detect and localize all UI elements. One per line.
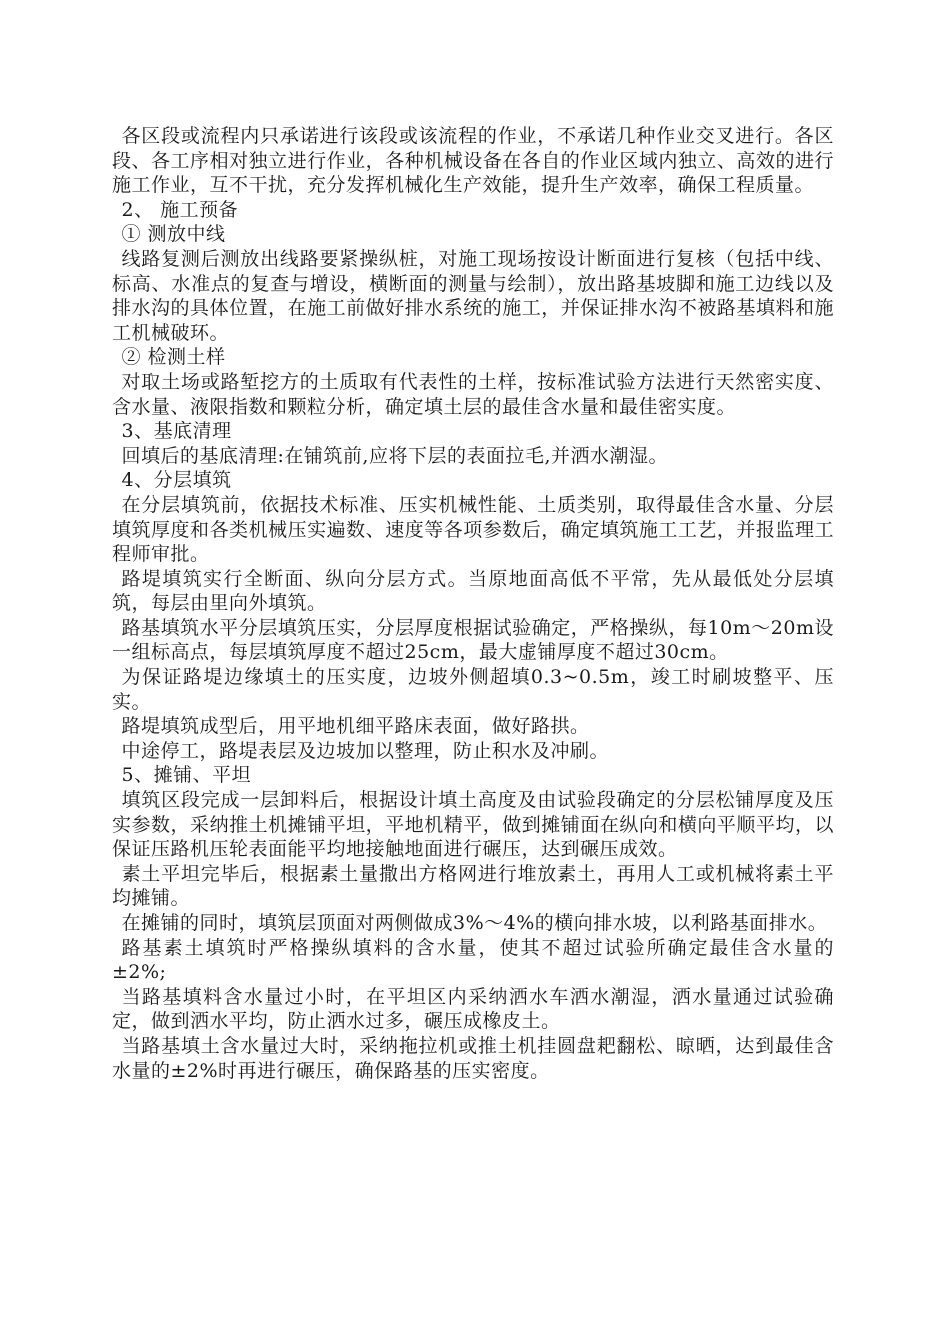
section-heading-3: 3、基底清理 <box>121 420 232 443</box>
paragraph-spreading-5: 当路基填料含水量过小时，在平坦区内采纳洒水车洒水潮湿，洒水量通过试验确定，做到洒水平均，防止洒水过多，碾压成橡皮土。 <box>112 985 834 1033</box>
section-heading-4: 4、分层填筑 <box>121 469 232 492</box>
paragraph-base-cleaning: 回填后的基底清理:在铺筑前,应将下层的表面拉毛,并洒水潮湿。 <box>121 444 668 467</box>
paragraph-spreading-1: 填筑区段完成一层卸料后，根据设计填土高度及由试验段确定的分层松铺厚度及压实参数，采纳推土机摊铺平坦，平地机精平，做到摊铺面在纵向和横向平顺平均，以保证压路机压轮表面能平均地接触地面进行碾压，达到碾压成效。 <box>112 789 834 861</box>
paragraph-survey: 线路复测后测放出线路要紧操纵桩，对施工现场按设计断面进行复核（包括中线、标高、水准点的复查与增设，横断面的测量与绘制），放出路基坡脚和施工边线以及排水沟的具体位置，在施工前做好排水系统的施工，并保证排水沟不被路基填料和施工机械破环。 <box>112 247 834 344</box>
paragraph-spreading-2: 素土平坦完毕后，根据素土量撒出方格网进行堆放素土，再用人工或机械将素土平均摊铺。 <box>112 862 834 910</box>
document-body <box>112 124 834 1083</box>
paragraph-layer-fill-4: 为保证路堤边缘填土的压实度，边坡外侧超填0.3~0.5m，竣工时刷坡整平、压实。 <box>112 666 834 713</box>
paragraph-layer-fill-6: 中途停工，路堤表层及边坡加以整理，防止积水及冲刷。 <box>121 739 610 762</box>
paragraph-layer-fill-2: 路堤填筑实行全断面、纵向分层方式。当原地面高低不平常，先从最低处分层填筑，每层由里向外填筑。 <box>112 567 834 615</box>
paragraph-layer-fill-1: 在分层填筑前，依据技术标准、压实机械性能、土质类别，取得最佳含水量、分层填筑厚度和各类机械压实遍数、速度等各项参数后，确定填筑施工工艺，并报监理工程师审批。 <box>112 493 834 566</box>
subsection-heading-soil-test: ② 检测土样 <box>121 346 226 369</box>
paragraph-layer-fill-5: 路堤填筑成型后，用平地机细平路床表面，做好路拱。 <box>121 715 590 738</box>
subsection-heading-survey: ① 测放中线 <box>121 223 226 246</box>
paragraph-spreading-3: 在摊铺的同时，填筑层顶面对两侧做成3%～4%的横向排水坡，以利路基面排水。 <box>121 912 828 934</box>
paragraph-layer-fill-3: 路基填筑水平分层填筑压实，分层厚度根据试验确定，严格操纵，每10m～20m设一组标高点，每层填筑厚度不超过25cm，最大虚铺厚度不超过30cm。 <box>112 616 834 664</box>
section-heading-5: 5、摊铺、平坦 <box>121 764 252 787</box>
paragraph-intro: 各区段或流程内只承诺进行该段或该流程的作业，不承诺几种作业交叉进行。各区段、各工序相对独立进行作业，各种机械设备在各自的作业区域内独立、高效的进行施工作业，互不干扰，充分发挥机械化生产效能，提升生产效率，确保工程质量。 <box>112 125 834 197</box>
paragraph-soil-test: 对取土场或路堑挖方的土质取有代表性的土样，按标准试验方法进行天然密实度、含水量、液限指数和颗粒分析，确定填土层的最佳含水量和最佳密实度。 <box>112 370 834 418</box>
section-heading-2: 2、 施工预备 <box>121 198 239 221</box>
paragraph-spreading-6: 当路基填土含水量过大时，采纳拖拉机或推土机挂圆盘耙翻松、晾晒，达到最佳含水量的±2%时再进行碾压，确保路基的压实密度。 <box>112 1034 834 1082</box>
paragraph-spreading-4: 路基素土填筑时严格操纵填料的含水量，使其不超过试验所确定最佳含水量的±2%; <box>112 936 834 984</box>
